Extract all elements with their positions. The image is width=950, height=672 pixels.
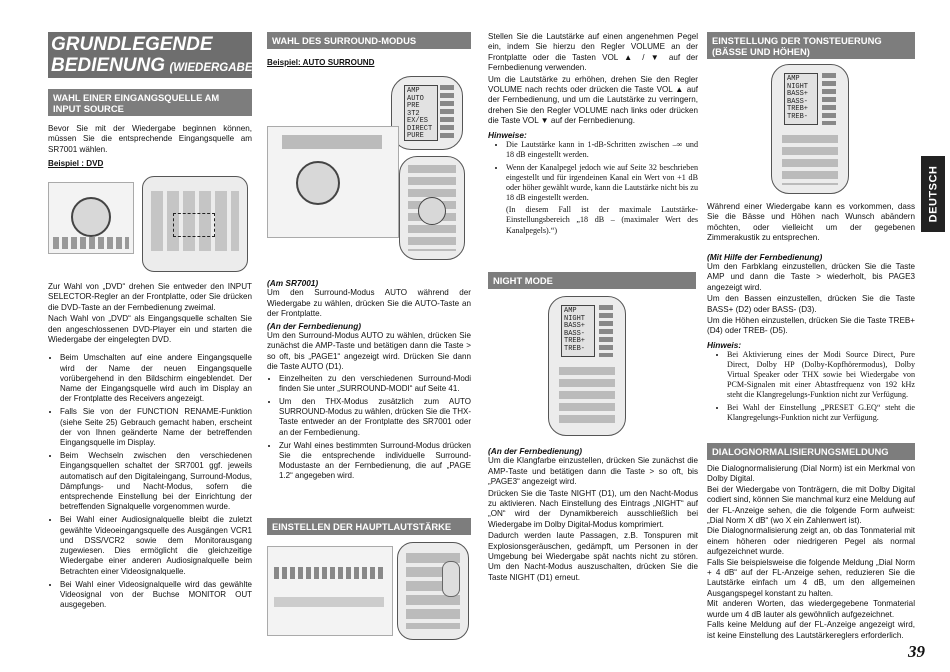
section-header-night-mode: NIGHT MODE [488,272,696,289]
label-am-sr7001: (Am SR7001) [267,278,319,288]
text-fernbedienung: Um den Surround-Modus AUTO zu wählen, drücken Sie zunächst die AMP-Taste und betätigen dann die Taste > so oft, bis „PAGE1“ angezeigt wird. Drücken Sie dann die Taste AUTO (D1). [267,331,471,372]
example-auto-surround: Beispiel: AUTO SURROUND [267,58,375,67]
surround-figure [267,76,471,262]
example-label: Beispiel : DVD [48,159,104,169]
section-header-input-source: WAHL EINER EINGANGSQUELLE AM INPUT SOURCE [48,89,252,116]
intro-text: Bevor Sie mit der Wiedergabe beginnen können, müssen Sie die entsprechende Eingangsquelle am SR7001 wählen. [48,124,252,154]
title-suffix: (WIEDERGABE) [169,62,257,74]
receiver-body [48,182,134,254]
section-header-dialog: DIALOGNORMALISIERUNGSMELDUNG [707,443,915,460]
text-am-sr7001: Um den Surround-Modus AUTO während der Wiedergabe zu wählen, drücken Sie die AUTO-Taste an der Frontplatte. [267,288,471,319]
title-line-1: GRUNDLEGENDE [51,34,213,55]
text-tone-bass: Um den Bassen einzustellen, drücken Sie die Taste BASS+ (D2) oder BASS- (D3). [707,294,915,314]
volume-knob [296,161,340,205]
bullet-item: • Um den THX-Modus zusätzlich zum AUTO SURROUND-Modus zu wählen, drücken Sie die THX-Taste entweder an der Frontplatte des SR7001 oder an der Fernbedienung. [279,397,471,438]
note-extra: (In diesem Fall ist der maximale Lautstärke-Einstellungsbereich „18 dB – (maximaler Wert des Kanalpegels).“) [506,205,698,235]
input-selector-knob [71,197,111,237]
label-fernbedienung: (An der Fernbedienung) [267,320,362,331]
remote-tone [771,64,849,194]
label-fernbedienung-night: (An der Fernbedienung) [488,446,583,456]
remote-volume [397,542,469,640]
text-volume-2: Um die Lautstärke zu erhöhen, drehen Sie den Regler VOLUME nach rechts oder drücken die Taste VOL ▲ auf der Fernbedienung, und um die Lautstärke zu verringern, drehen Sie den Regler VOLUME nach links oder drücken die Taste VOL ▼ auf der Fernbedienung. [488,74,698,126]
receiver-buttons-row [53,237,129,249]
text-tone-treb: Um die Höhen einzustellen, drücken Sie die Taste TREB+ (D4) oder TREB- (D5). [707,316,915,336]
para-input-selector: Zur Wahl von „DVD“ drehen Sie entweder den INPUT SELECTOR-Regler an der Frontplatte, oder Sie drücken die DVD-Taste an der Fernbedienung zweimal. [48,282,252,312]
notes-volume [488,140,698,203]
front-panel-display [282,135,382,149]
night-mode-figure [548,296,628,436]
bullet-item: • Falls Sie von der FUNCTION RENAME-Funktion (siehe Seite 25) Gebrauch gemacht haben, erscheint der von Ihnen geänderte Name der betreffenden Eingangsquelle im Display. [60,407,252,448]
page-number: 39 [908,642,925,661]
text-volume-1: Stellen Sie die Lautstärke auf einen angenehmen Pegel ein, indem Sie hierzu den Regler VOLUME an der Frontplatte oder die Tasten VOL ▲ / ▼ auf der Fernbedienung verwenden. [488,32,698,73]
bullet-item: • Beim Wechseln zwischen den verschiedenen Eingangsquellen schaltet der SR7001 ggf. jeweils automatisch auf den Digitaleingang, Surround-Modus, Dämpfungs- und Nacht-Modus, sofern die entsprechende Einstellung bei der Einrichtung der betreffenden Signalquelle vorgenommen wurde. [60,451,252,512]
lcd-side-buttons [822,73,836,125]
remote-lcd-night: AMP NIGHT BASS+ BASS- TREB+ TREB- [561,305,595,357]
bullet-item: • Beim Umschalten auf eine andere Eingangsquelle wird der Name der neuen Eingangsquelle vorübergehend in den Bildschirm eingeblendet. Der Name der Eingangsquelle wird auch im Display an der Frontplatte des Receivers angezeigt. [60,353,252,404]
remote-lcd: AMP AUTO PRE 3T2 EX/ES DIRECT PURE [404,85,438,141]
receiver-front-panel-figure [48,176,248,272]
title-line-2: BEDIENUNG [51,55,166,76]
section-header-volume: EINSTELLEN DER HAUPTLAUTSTÄRKE [267,518,471,535]
remote-night-keypad [559,367,615,427]
text-tone-page3: Um den Farbklang einzustellen, drücken Sie die Taste AMP und dann die Taste > wiederholt, bis PAGE3 angezeigt wird. [707,262,915,292]
bullet-list-input [48,353,252,610]
remote-night-mode [548,296,626,436]
page-title [48,32,257,78]
note-item: • Bei Aktivierung eines der Modi Source Direct, Pure Direct, Dolby HP (Dolby-Kopfhörermodus), Dolby Virtual Speaker oder THX sowie bei Wiedergabe von PCM-Signalen mit einer Abtastfrequenz von 192 kHz steht die Klangregelungs-Funktion nicht zur Verfügung. [727,350,915,400]
text-tone-intro: Während einer Wiedergabe kann es vorkommen, dass Sie die Bässe und Höhen nach Wunsch abändern möchten, oder vielleicht um der gegebenen Zimmerakustik zu entsprechen. [707,202,915,243]
remote-dpad [418,197,446,225]
vol-up-button [442,561,460,597]
bullet-item: • Bei Wahl einer Videosignalquelle wird das gewählte Videosignal von der Buchse MONITOR OUT ausgegeben. [60,580,252,611]
note-item: • Bei Wahl der Einstellung „PRESET G.EQ“ steht die Klangregelungs-Funktion nicht zur Verfügung. [727,403,915,423]
lcd-side-buttons [599,305,613,357]
section-header-tonsteuerung: EINSTELLUNG DER TONSTEUERUNG (BÄSSE UND HÖHEN) [707,32,915,59]
receiver-front-panel [267,126,399,238]
bullet-item: • Zur Wahl eines bestimmten Surround-Modus drücken Sie die entsprechende individuelle Surround-Modustaste an der Fernbedienung, die auf „PAGE 1.2“ angegeben wird. [279,441,471,482]
text-night-3: Dadurch werden laute Passagen, z.B. Tonspuren mit Explosionsgeräuschen, gedämpft, um Personen in der Umgebung bei Wiedergabe spät nachts nicht zu stören. Um den Nacht-Modus auszuschalten, drücken Sie die Taste NIGHT (D1) erneut. [488,531,698,582]
text-dialog-norm: Die Dialognormalisierung (Dial Norm) ist ein Merkmal von Dolby Digital. Bei der Wiedergabe von Tonträgern, die mit Dolby Digital codiert sind, können Sie manchmal kurz eine Meldung auf der FL-Anzeige sehen, die die folgende Form aufweist: „Dial Norm X dB“ (wo X ein Zahlenwert ist). Die Dialognormalisierung zeigt an, ob das Tonmaterial mit einem höheren oder niedrigeren Pegel als normal aufgezeichnet wurde. Falls Sie beispielsweise die folgende Meldung „Dial Norm + 4 dB“ auf der FL-Anzeige sehen, reduzieren Sie die Lautstärke einfach um 4 dB, um den allgemeinen Ausgangspegel konstant zu halten. Mit anderen Worten, das wiedergegebene Tonmaterial wurde um 4 dB lauter als gewöhnlich aufgezeichnet. Falls keine Meldung auf der FL-Anzeige angezeigt wird, ist keine Einstellung des Lautstärkereglers erforderlich. [707,464,915,640]
bullet-item: • Bei Wahl einer Audiosignalquelle bleibt die zuletzt gewählte Videoeingangsquelle des Ausgängen VCR1 und DSS/VCR2 sowie dem Monitorausgang zugewiesen. Dies ermöglicht die gleichzeitige Wiedergabe einer anderen Audiosignalquelle beim Betrachten einer Videosignalquelle. [60,515,252,576]
text-night-1: Um die Klangfarbe einzustellen, drücken Sie zunächst die AMP-Taste und betätigen dann die Taste > so oft, bis „PAGE3“ angezeigt wird. [488,456,698,487]
remote-lcd-top [391,76,463,150]
volume-figure [267,542,471,638]
text-night-2: Drücken Sie die Taste NIGHT (D1), um den Nacht-Modus zu aktivieren. Nach Einstellung des Eintrags „NIGHT“ auf „ON“ wird der Dynamikbereich ausschließlich bei Wiedergabe im Dolby Digital-Modus komprimiert. [488,488,698,529]
label-hinweise: Hinweise: [488,129,527,140]
notes-tone [707,350,915,423]
note-item: • Wenn der Kanalpegel jedoch wie auf Seite 32 beschrieben eingestellt und für irgendeinen Kanal ein Wert von +1 dB oder höher gewählt wurde, kann die Lautstärke nicht bis zu 18 dB eingestellt werden. [506,163,698,203]
remote-lcd-tone: AMP NIGHT BASS+ BASS- TREB+ TREB- [784,73,818,125]
bullet-item: • Einzelheiten zu den verschiedenen Surround-Modi finden Sie unter „SURROUND-MODI“ auf Seite 41. [279,374,471,394]
tone-figure [771,64,851,196]
section-header-surround: WAHL DES SURROUND-MODUS [267,32,471,49]
remote-control [142,176,248,272]
lcd-side-buttons [440,85,454,141]
side-tab-label: DEUTSCH [927,165,940,223]
receiver-volume-panel [267,546,393,636]
receiver-lower-buttons [274,597,384,607]
side-tab-deutsch [921,156,945,232]
note-item: • Die Lautstärke kann in 1-dB-Schritten zwischen –∞ und 18 dB eingestellt werden. [506,140,698,160]
label-hinweis: Hinweis: [707,339,742,350]
remote-tone-keypad [782,135,838,185]
para-dvd-start: Nach Wahl von „DVD“ als Eingangsquelle schalten Sie den angeschlossenen DVD-Player ein und starten die Wiedergabe der eingelegten DVD. [48,314,252,345]
label-mit-fernbedienung: (Mit Hilfe der Fernbedienung) [707,251,823,262]
bullet-list-surround [267,374,471,482]
remote-lower [399,156,465,260]
dvd-button-highlight [173,213,215,237]
receiver-display-strip [274,567,384,579]
